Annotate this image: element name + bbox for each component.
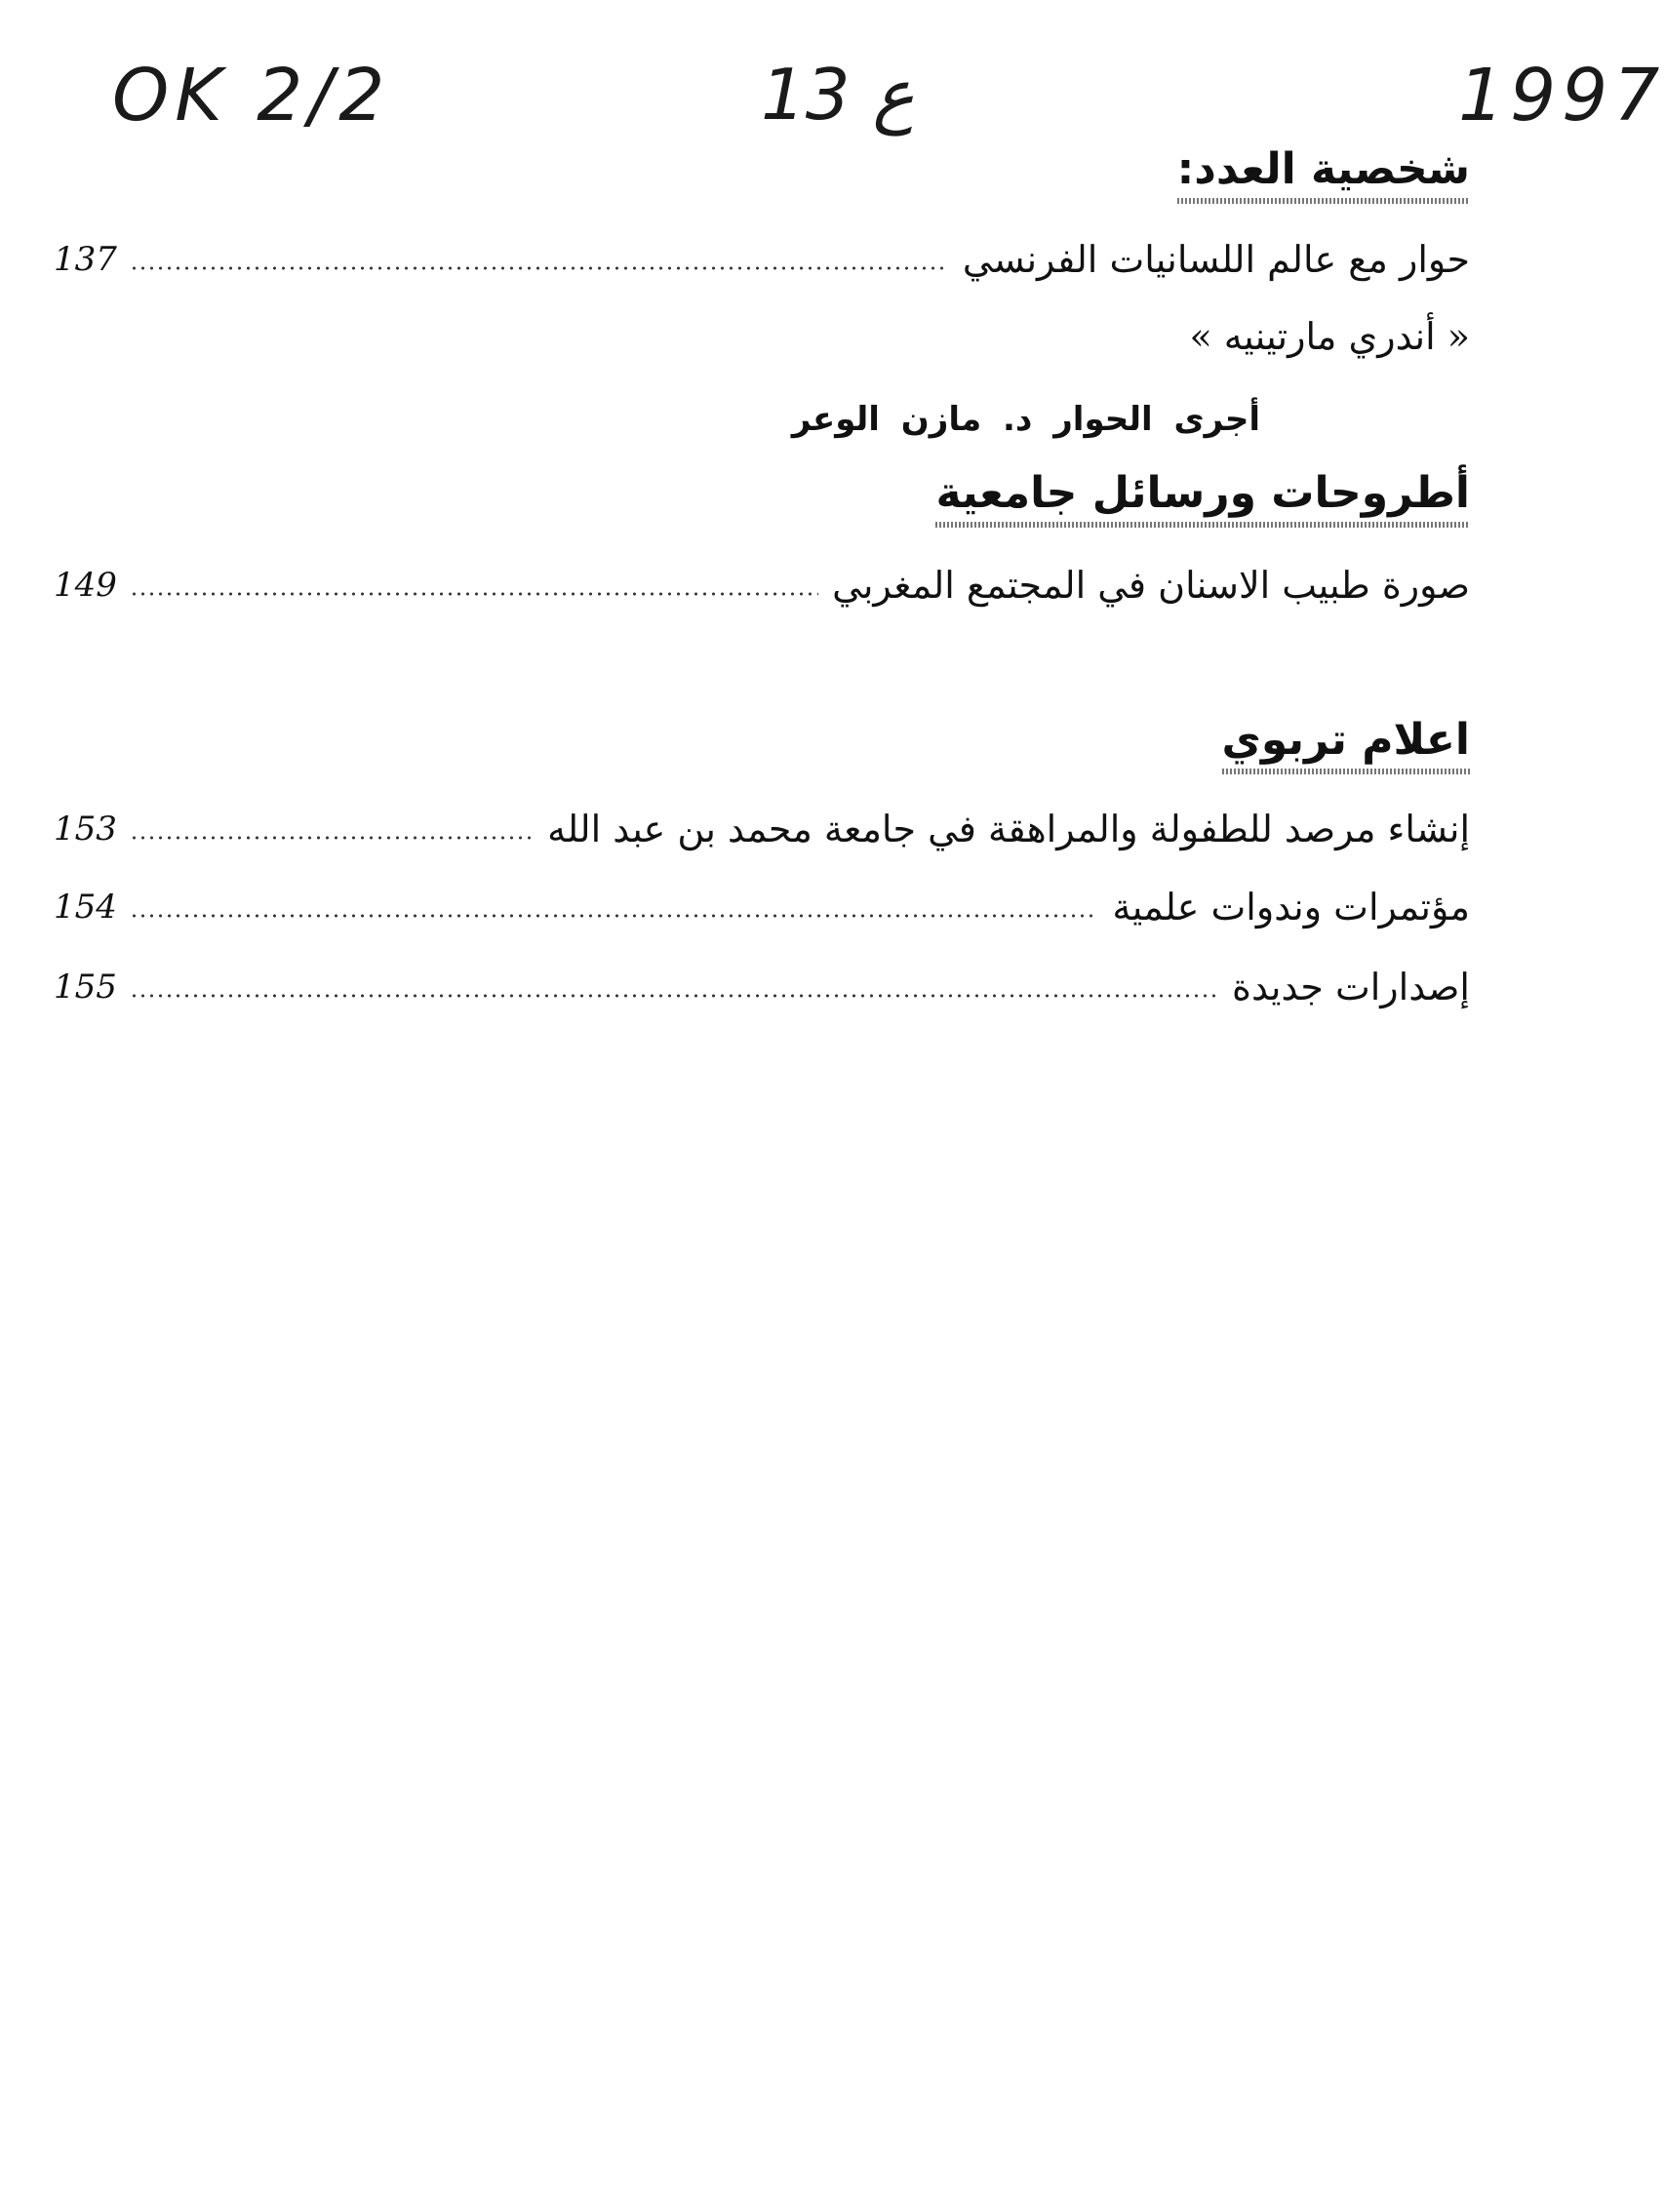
section-title-theses: أطروحات ورسائل جامعية (935, 468, 1470, 528)
toc-entry-title: إنشاء مرصد للطفولة والمراهقة في جامعة محمد بن عبد الله (547, 808, 1470, 850)
toc-leader-dots (130, 592, 818, 596)
toc-entry[interactable] (54, 556, 1470, 614)
toc-entry-page: 155 (54, 968, 117, 1007)
toc-entry-subtitle: « أندري مارتينيه » (1189, 315, 1470, 358)
toc-entry-page: 149 (54, 566, 117, 605)
toc-entry-page: 153 (54, 810, 117, 849)
toc-leader-dots (130, 266, 949, 270)
toc-entry-page: 154 (54, 888, 117, 927)
toc-leader-dots (130, 994, 1218, 998)
handwritten-note-middle: 13 ع (761, 54, 915, 136)
toc-entry[interactable] (54, 800, 1470, 858)
toc-entry[interactable] (54, 230, 1470, 289)
toc-entry[interactable] (54, 878, 1470, 936)
toc-entry[interactable] (54, 958, 1470, 1016)
toc-entry-title: صورة طبيب الاسنان في المجتمع المغربي (832, 564, 1470, 607)
handwritten-year: 1997 (1458, 54, 1665, 138)
toc-entry-page: 137 (54, 240, 117, 279)
toc-entry-title: مؤتمرات وندوات علمية (1112, 886, 1470, 928)
toc-entry-title: حوار مع عالم اللسانيات الفرنسي (962, 238, 1470, 281)
interview-credit: أجرى الحوار د. مازن الوعر (791, 400, 1260, 439)
toc-entry-title: إصدارات جديدة (1232, 966, 1470, 1008)
toc-leader-dots (130, 914, 1098, 918)
section-title-educational-news: اعلام تربوي (1222, 715, 1470, 774)
handwritten-note-left: OK 2/2 (112, 54, 391, 138)
toc-leader-dots (130, 836, 534, 840)
section-title-personality: شخصية العدد: (1177, 144, 1470, 204)
